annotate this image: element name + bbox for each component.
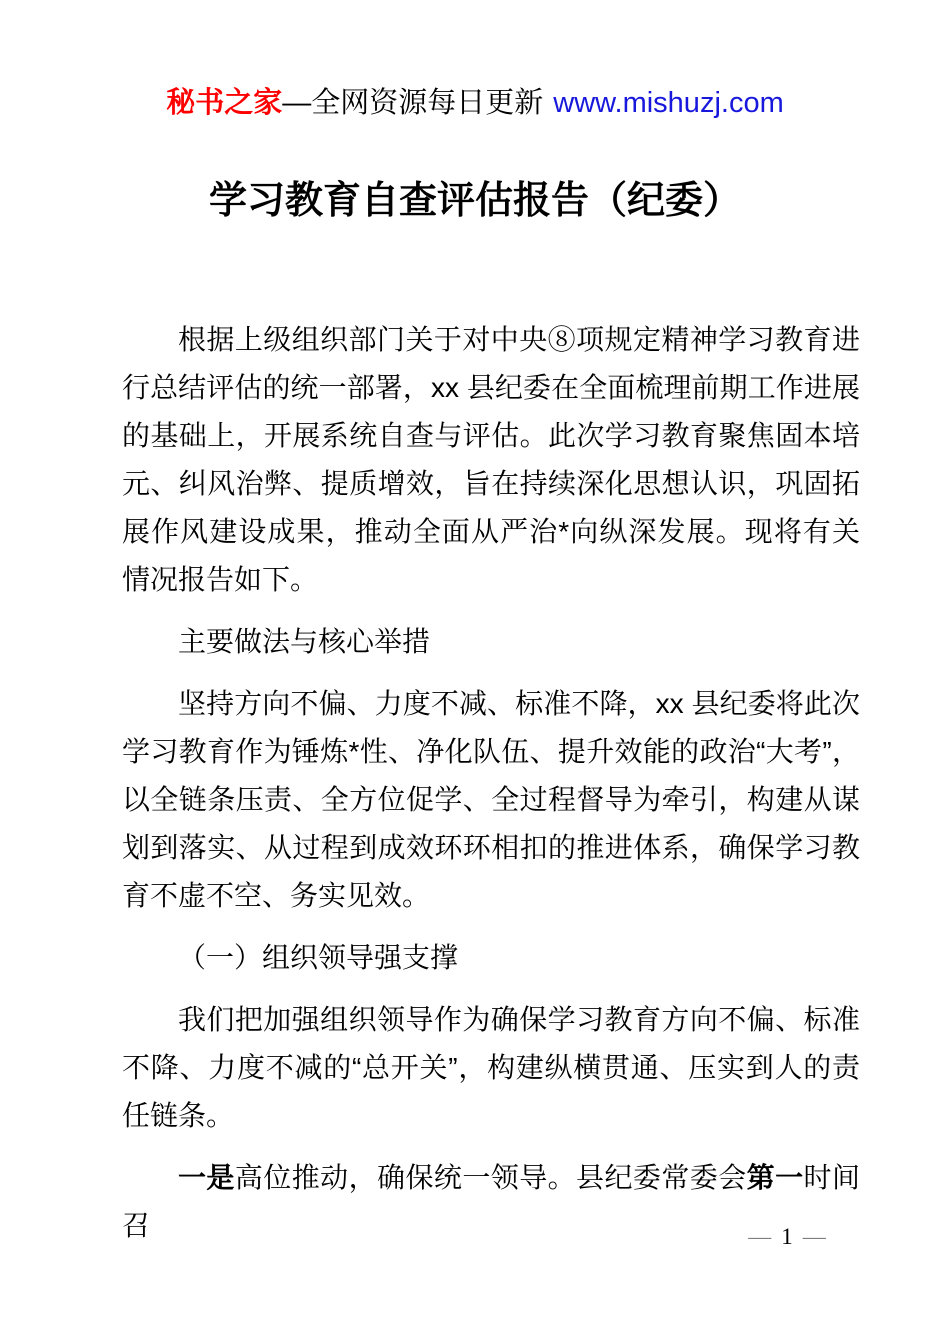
text-run: 主要做法与核心举措 [178,626,431,657]
paragraph [122,316,860,604]
paragraph [122,996,860,1140]
text-run: （一）组织领导强支撑 [178,942,459,973]
page-number-dash-left: — [748,1224,772,1249]
paragraph [122,680,860,920]
section-heading [122,934,860,982]
page-number-dash-right: — [802,1224,826,1249]
text-run: 高位推动，确保统一领导。县纪委常委会 [234,1162,747,1193]
document-title: 学习教育自查评估报告（纪委） [208,180,741,222]
document-body [122,316,860,1264]
text-run: 第一 [746,1162,804,1193]
text-run: 根据上级组织部门关于对中央⑧项规定精神学习教育进行总结评估的统一部署，xx 县纪委在全面梳理前期工作进展的基础上，开展系统自查与评估。此次学习教育聚焦固本培元、纠风治弊、提质增效，旨在持续深化思想认识，巩固拓展作风建设成果，推动全面从严治*向纵深发展。现将有关情况报告如下。 [122,324,860,595]
site-tagline: 全网资源每日更新 [311,87,544,119]
text-run: 一是 [178,1162,235,1193]
section-heading [122,618,860,666]
text-run: 我们把加强组织领导作为确保学习教育方向不偏、标准不降、力度不减的“总开关”，构建纵横贯通、压实到人的责任链条。 [122,1004,860,1131]
page-number-value: 1 [781,1224,793,1249]
site-url: www.mishuzj.com [553,87,784,119]
site-brand: 秘书之家 [166,87,283,119]
header-dash: — [282,87,312,119]
site-header [0,84,950,122]
page-number [702,1222,872,1252]
text-run: 时间召 [122,1162,860,1241]
text-run: 坚持方向不偏、力度不减、标准不降，xx 县纪委将此次学习教育作为锤炼*性、净化队伍、提升效能的政治“大考”，以全链条压责、全方位促学、全过程督导为牵引，构建从谋划到落实、从过程到成效环环相扣的推进体系，确保学习教育不虚不空、务实见效。 [122,688,860,911]
